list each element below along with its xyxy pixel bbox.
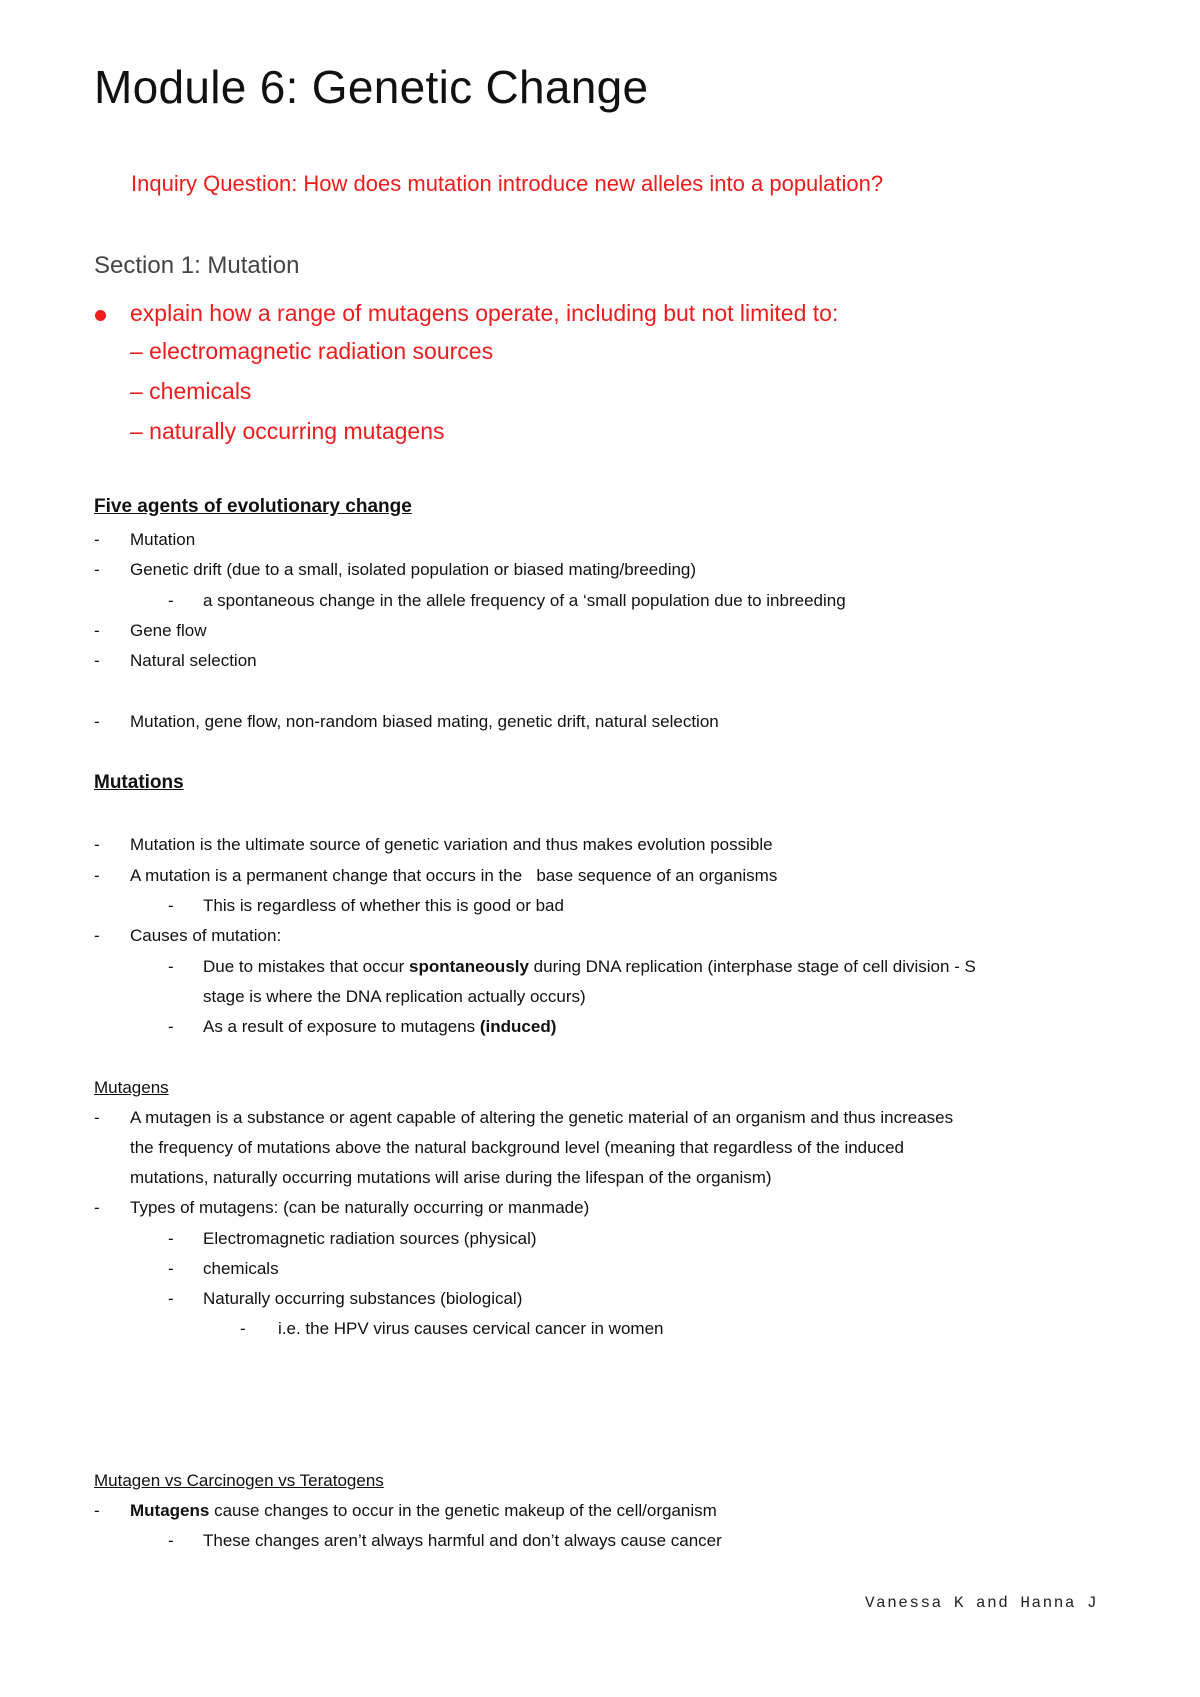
bullet-icon	[95, 310, 106, 321]
dash: -	[94, 1108, 100, 1127]
cause1-post: during DNA replication (interphase stage of cell division - S	[528, 957, 976, 976]
footer-authors: Vanessa K and Hanna J	[865, 1594, 1099, 1612]
dash: -	[94, 926, 100, 945]
list-item: This is regardless of whether this is good or bad	[203, 896, 564, 915]
mutations-heading: Mutations	[94, 772, 184, 793]
dash: -	[94, 866, 100, 885]
paragraph-line: mutations, naturally occurring mutations will arise during the lifespan of the organism)	[130, 1168, 772, 1187]
dash: -	[168, 1229, 174, 1248]
list-item	[130, 1501, 717, 1521]
list-item: Electromagnetic radiation sources (physical)	[203, 1229, 537, 1248]
syllabus-item: – naturally occurring mutagens	[130, 418, 445, 444]
list-item: i.e. the HPV virus causes cervical cancer in women	[278, 1319, 664, 1338]
dash: -	[168, 591, 174, 610]
cause2-pre: As a result of exposure to mutagens	[203, 1017, 480, 1036]
dash: -	[168, 1289, 174, 1308]
section-heading: Section 1: Mutation	[94, 252, 300, 279]
item1-bold: Mutagens	[130, 1501, 210, 1520]
list-item: Naturally occurring substances (biological)	[203, 1289, 523, 1308]
paragraph-line: A mutagen is a substance or agent capable of altering the genetic material of an organism and thus increases	[130, 1108, 954, 1127]
dash: -	[168, 957, 174, 976]
syllabus-item: – chemicals	[130, 378, 252, 404]
list-item: A mutation is a permanent change that occurs in the base sequence of an organisms	[130, 866, 778, 885]
dash: -	[94, 1501, 100, 1520]
inquiry-question: Inquiry Question: How does mutation introduce new alleles into a population?	[131, 171, 884, 196]
dash: -	[94, 621, 100, 640]
list-item: Genetic drift (due to a small, isolated population or biased mating/breeding)	[130, 560, 697, 579]
list-item: Mutation	[130, 530, 196, 549]
syllabus-item: – electromagnetic radiation sources	[130, 338, 494, 364]
cause1-pre: Due to mistakes that occur	[203, 957, 409, 976]
list-item: Mutation is the ultimate source of genetic variation and thus makes evolution possible	[130, 835, 773, 854]
list-item-cont: stage is where the DNA replication actually occurs)	[203, 987, 586, 1006]
list-item	[203, 1017, 556, 1037]
list-item: Gene flow	[130, 621, 207, 640]
page-title: Module 6: Genetic Change	[94, 61, 649, 113]
dash: -	[94, 1198, 100, 1217]
dash: -	[94, 560, 100, 579]
dash: -	[168, 1259, 174, 1278]
dash: -	[168, 1531, 174, 1550]
dash: -	[240, 1319, 246, 1338]
list-item: These changes aren’t always harmful and don’t always cause cancer	[203, 1531, 722, 1550]
agents-heading: Five agents of evolutionary change	[94, 496, 412, 517]
list-item: Natural selection	[130, 651, 257, 670]
dash: -	[94, 712, 100, 731]
dash: -	[168, 1017, 174, 1036]
dash: -	[94, 835, 100, 854]
item1-rest: cause changes to occur in the genetic makeup of the cell/organism	[209, 1501, 717, 1520]
list-item: Causes of mutation:	[130, 926, 282, 945]
comparison-heading: Mutagen vs Carcinogen vs Teratogens	[94, 1471, 384, 1490]
dash: -	[94, 530, 100, 549]
list-item: chemicals	[203, 1259, 279, 1278]
cause1-bold: spontaneously	[408, 957, 529, 976]
list-item: a spontaneous change in the allele frequency of a ‘small population due to inbreeding	[203, 591, 846, 610]
cause2-bold: (induced)	[479, 1017, 557, 1036]
list-item: Mutation, gene flow, non-random biased mating, genetic drift, natural selection	[130, 712, 719, 731]
list-item	[203, 957, 976, 977]
dash: -	[168, 896, 174, 915]
syllabus-main: explain how a range of mutagens operate, including but not limited to:	[130, 300, 839, 326]
list-item: Types of mutagens: (can be naturally occurring or manmade)	[130, 1198, 590, 1217]
mutagens-heading: Mutagens	[94, 1078, 169, 1097]
dash: -	[94, 651, 100, 670]
paragraph-line: the frequency of mutations above the natural background level (meaning that regardless of the induced	[130, 1138, 904, 1157]
